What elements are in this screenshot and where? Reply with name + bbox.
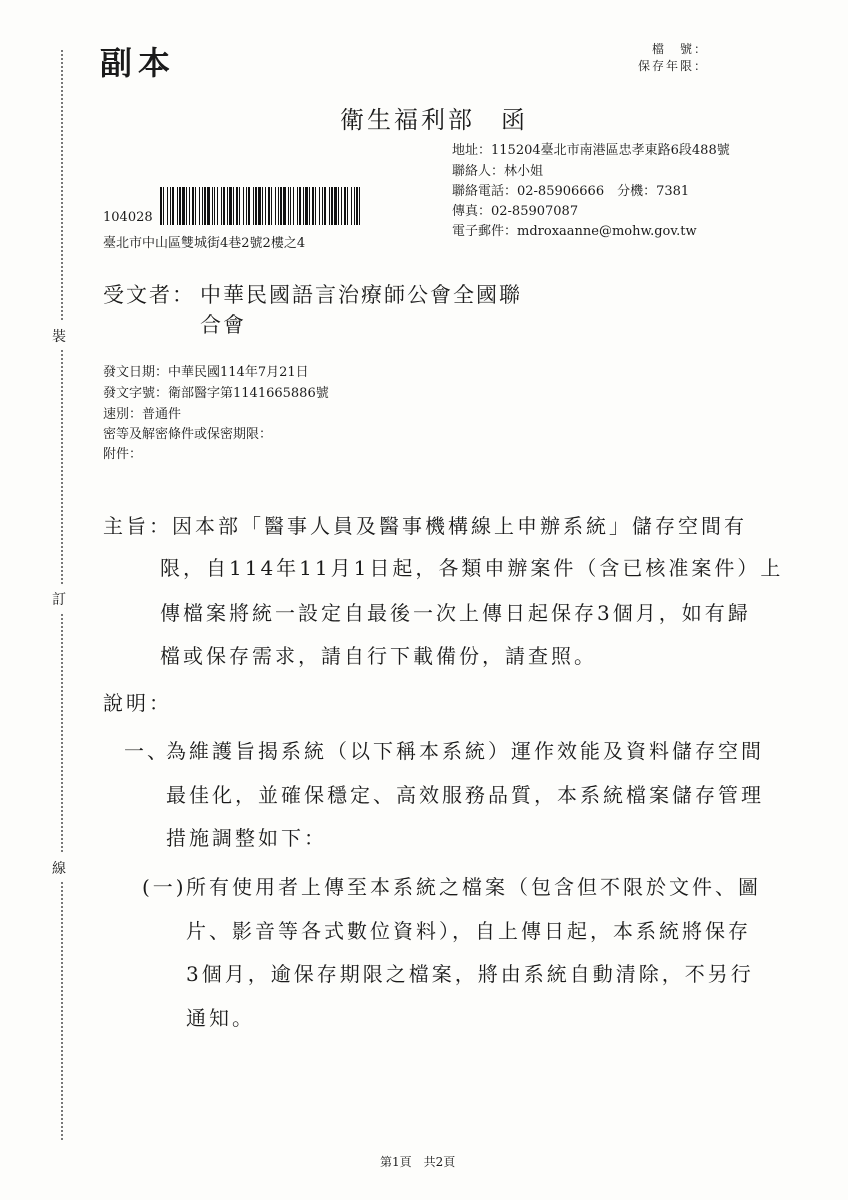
subitem-line: 3個月，逾保存期限之檔案，將由系統自動清除，不另行 bbox=[186, 962, 754, 986]
binding-mark-xian: 線 bbox=[52, 854, 66, 882]
recipient-name-line2: 合會 bbox=[200, 313, 246, 337]
subject-line: 因本部「醫事人員及醫事機構線上申辦系統」儲存空間有 bbox=[172, 514, 747, 538]
recipient-zip: 104028 bbox=[103, 210, 153, 225]
contact-phone: 聯絡電話：02-85906666 分機：7381 bbox=[452, 184, 690, 199]
document-type: 函 bbox=[501, 106, 528, 134]
recipient-label: 受文者： bbox=[103, 283, 195, 307]
postal-barcode bbox=[160, 187, 360, 225]
recipient-address: 臺北市中山區雙城街4巷2號2樓之4 bbox=[103, 236, 306, 251]
recipient-name-line1: 中華民國語言治療師公會全國聯 bbox=[200, 283, 522, 307]
binding-mark-zhuang: 裝 bbox=[52, 322, 66, 350]
subject-label: 主旨： bbox=[103, 514, 172, 538]
file-number-label: 檔 號： bbox=[651, 42, 708, 56]
contact-email[interactable]: 電子郵件：mdroxaanne@mohw.gov.tw bbox=[452, 224, 697, 239]
item-line: 最佳化，並確保穩定、高效服務品質，本系統檔案儲存管理 bbox=[166, 783, 764, 807]
subject-line: 限，自114年11月1日起，各類申辦案件（含已核准案件）上 bbox=[160, 556, 784, 580]
document-title bbox=[340, 100, 528, 135]
item-line: 措施調整如下： bbox=[166, 826, 327, 850]
subitem-line: 所有使用者上傳至本系統之檔案（包含但不限於文件、圖 bbox=[186, 875, 761, 899]
page-footer: 第1頁 共2頁 bbox=[380, 1155, 456, 1169]
contact-address: 地址：115204臺北市南港區忠孝東路6段488號 bbox=[452, 143, 730, 158]
delivery-speed: 速別：普通件 bbox=[103, 407, 182, 422]
subject-line: 傳檔案將統一設定自最後一次上傳日起保存3個月，如有歸 bbox=[160, 601, 751, 625]
issue-number: 發文字號：衛部醫字第1141665886號 bbox=[103, 386, 329, 401]
secrecy-level: 密等及解密條件或保密期限： bbox=[103, 427, 273, 442]
explanation-label: 說明： bbox=[103, 691, 172, 715]
contact-person: 聯絡人：林小姐 bbox=[452, 164, 544, 179]
subject-line: 檔或保存需求，請自行下載備份，請查照。 bbox=[160, 644, 597, 668]
item-marker: 一、 bbox=[124, 739, 170, 763]
item-line: 為維護旨揭系統（以下稱本系統）運作效能及資料儲存空間 bbox=[166, 739, 764, 763]
subitem-marker: (一) bbox=[142, 875, 187, 899]
issuing-agency: 衛生福利部 bbox=[340, 106, 475, 134]
attachment: 附件： bbox=[103, 447, 143, 462]
subitem-line: 片、影音等各式數位資料），自上傳日起，本系統將保存 bbox=[186, 919, 751, 943]
contact-fax: 傳真：02-85907087 bbox=[452, 204, 579, 219]
copy-stamp: 副本 bbox=[100, 44, 177, 82]
binding-mark-ding: 訂 bbox=[52, 585, 66, 613]
issue-date: 發文日期：中華民國114年7月21日 bbox=[103, 365, 309, 380]
retention-label: 保存年限： bbox=[637, 59, 708, 73]
subitem-line: 通知。 bbox=[186, 1006, 255, 1030]
